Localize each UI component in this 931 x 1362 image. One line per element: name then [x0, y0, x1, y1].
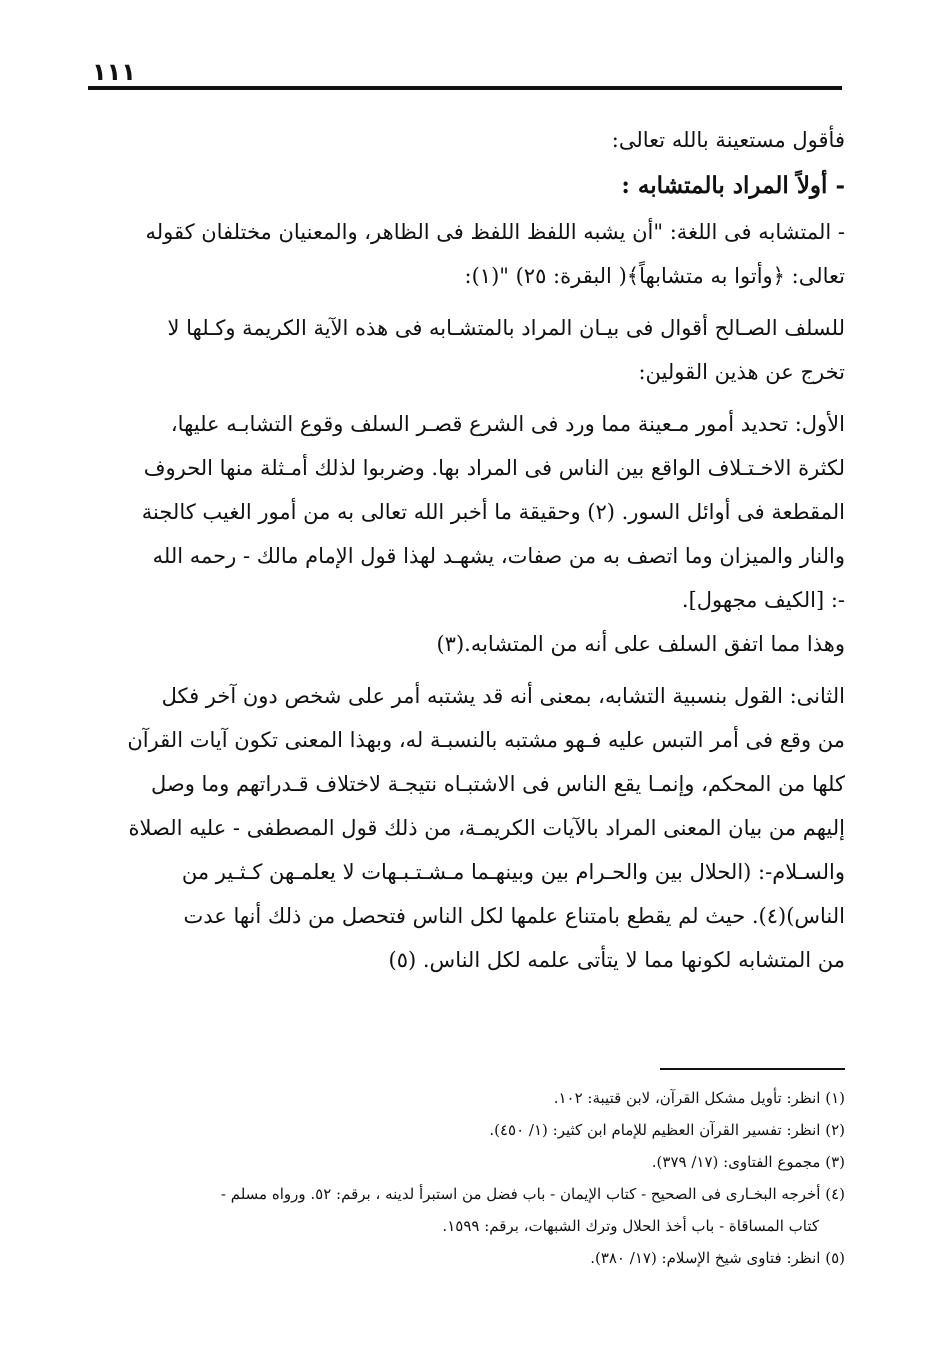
paragraph-line: وهذا مما اتفق السلف على أنه من المتشابه.(٣): [436, 632, 845, 656]
footnote-3: (٣) مجموع الفتاوى: (١٧/ ٣٧٩).: [651, 1153, 845, 1171]
paragraph-line: من وقع فى أمر التبس عليه فـهو مشتبه بالنسبـة له، وبهذا المعنى تكون آيات القرآن: [127, 728, 845, 752]
paragraph-line: للسلف الصـالح أقوال فى بيـان المراد بالمتشـابه فى هذه الآية الكريمة وكـلها لا: [167, 316, 845, 340]
paragraph-line: الأول: تحديد أمور مـعينة مما ورد فى الشرع قصـر السلف وقوع التشابـه عليها،: [170, 412, 845, 436]
paragraph-line: كلها من المحكم، وإنمـا يقع الناس فى الاشتبـاه نتيجـة لاختلاف قـدراتهم وما وصل: [150, 772, 845, 796]
paragraph-line: الناس)(٤). حيث لم يقطع بامتناع علمها لكل الناس فتحصل من ذلك أنها عدت: [183, 904, 845, 928]
paragraph-line: والنار والميزان وما اتصف به من صفات، يشهـد لهذا قول الإمام مالك - رحمه الله: [152, 544, 845, 568]
paragraph-line: تخرج عن هذين القولين:: [638, 360, 845, 384]
footnote-4-continued: كتاب المساقاة - باب أخذ الحلال وترك الشبهات، برقم: ١٥٩٩.: [442, 1217, 819, 1235]
footnote-separator: [660, 1068, 845, 1070]
section-heading: - أولاً المراد بالمتشابه :: [621, 172, 845, 199]
intro-line: فأقول مستعينة بالله تعالى:: [611, 128, 845, 152]
footnote-1: (١) انظر: تأويل مشكل القرآن، لابن قتيبة: ١٠٢.: [553, 1089, 845, 1107]
header-rule: [88, 86, 842, 90]
paragraph-line: المقطعة فى أوائل السور. (٢) وحقيقة ما أخبر الله تعالى به من أمور الغيب كالجنة: [141, 500, 845, 524]
paragraph-line: لكثرة الاخـتـلاف الواقع بين الناس فى المراد بها. وضربوا لذلك أمـثلة منها الحروف: [143, 456, 845, 480]
paragraph-line: - المتشابه فى اللغة: "أن يشبه اللفظ اللفظ فى الظاهر، والمعنيان مختلفان كقوله: [145, 220, 845, 244]
footnote-4: (٤) أخرجه البخـارى فى الصحيح - كتاب الإيمان - باب فضل من استبرأ لدينه ، برقم: ٥٢. ورواه مسلم -: [220, 1185, 845, 1203]
paragraph-line: إليهم من بيان المعنى المراد بالآيات الكريمـة، من ذلك قول المصطفى - عليه الصلاة: [128, 816, 845, 840]
paragraph-line: -: [الكيف مجهول].: [681, 588, 845, 612]
footnotes: [100, 1082, 845, 1274]
footnote-5: (٥) انظر: فتاوى شيخ الإسلام: (١٧/ ٣٨٠).: [590, 1249, 845, 1267]
main-text: [100, 118, 845, 982]
footnote-2: (٢) انظر: تفسير القرآن العظيم للإمام ابن كثير: (١/ ٤٥٠).: [489, 1121, 845, 1139]
paragraph-line: تعالى: ﴿وأتوا به متشابهاً﴾( البقرة: ٢٥) "(١):: [464, 264, 845, 288]
page-number: ١١١: [92, 58, 136, 86]
paragraph-line: والسـلام-: (الحلال بين والحـرام بين وبينهـما مـشـتـبـهات لا يعلمـهن كـثـير من: [181, 860, 845, 884]
paragraph-line: من المتشابه لكونها مما لا يتأتى علمه لكل الناس. (٥): [388, 948, 845, 972]
paragraph-line: الثانى: القول بنسبية التشابه، بمعنى أنه قد يشتبه أمر على شخص دون آخر فكل: [161, 684, 845, 708]
